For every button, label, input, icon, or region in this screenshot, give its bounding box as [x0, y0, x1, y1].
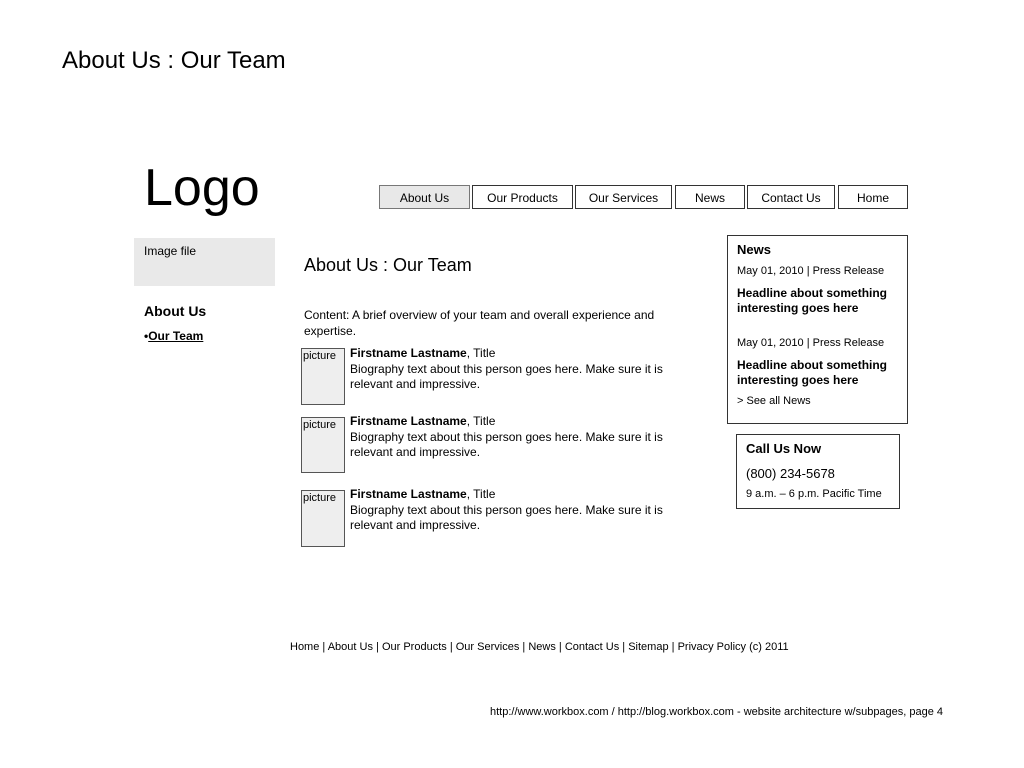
nav-our-services[interactable]: Our Services [575, 185, 672, 209]
team-member-picture [301, 417, 345, 473]
content-intro: Content: A brief overview of your team and overall experience and expertise. [304, 308, 655, 338]
logo: Logo [144, 159, 260, 217]
footer-copyright: (c) 2011 [746, 641, 789, 653]
picture-label: picture [303, 492, 337, 504]
member-title: , Title [466, 414, 496, 428]
member-bio: Biography text about this person goes here. Make sure it is relevant and impressive. [350, 502, 663, 532]
sidebar-link-our-team[interactable]: Our Team [148, 329, 204, 343]
team-member [350, 487, 695, 534]
footer-link-privacy-policy[interactable]: Privacy Policy [677, 641, 747, 653]
news-date: May 01, 2010 | Press Release [737, 265, 885, 277]
footer-separator: | [372, 641, 382, 653]
footer-nav [290, 640, 789, 654]
footer-separator: | [446, 641, 456, 653]
business-hours: 9 a.m. – 6 p.m. Pacific Time [746, 488, 882, 500]
picture-label: picture [303, 350, 337, 362]
footer-link-contact-us[interactable]: Contact Us [564, 641, 620, 653]
footer-separator: | [668, 641, 678, 653]
news-headline[interactable]: Headline about something interesting goes here [737, 286, 888, 315]
news-date: May 01, 2010 | Press Release [737, 337, 885, 349]
call-heading: Call Us Now [746, 441, 822, 456]
source-caption: http://www.workbox.com / http://blog.workbox.com - website architecture w/subpages, page 4 [490, 706, 944, 718]
nav-contact-us[interactable]: Contact Us [747, 185, 835, 209]
news-headline[interactable]: Headline about something interesting goes here [737, 358, 888, 387]
footer-separator: | [519, 641, 529, 653]
sidebar-bullet: • [144, 329, 149, 343]
footer-link-news[interactable]: News [528, 641, 556, 653]
picture-label: picture [303, 419, 337, 431]
footer-separator: | [319, 641, 328, 653]
member-bio: Biography text about this person goes here. Make sure it is relevant and impressive. [350, 429, 663, 459]
sidebar-image-placeholder [134, 238, 275, 286]
sidebar-heading: About Us [144, 303, 207, 319]
member-name: Firstname Lastname [350, 414, 467, 428]
member-name: Firstname Lastname [350, 487, 467, 501]
team-member-picture [301, 490, 345, 547]
phone-number: (800) 234-5678 [746, 466, 835, 481]
news-heading: News [737, 242, 771, 257]
footer-link-our-products[interactable]: Our Products [381, 641, 447, 653]
footer-link-home[interactable]: Home [290, 641, 320, 653]
sidebar-subnav [144, 329, 203, 343]
news-panel [727, 235, 908, 424]
see-all-news-link[interactable]: > See all News [737, 395, 811, 407]
footer-link-our-services[interactable]: Our Services [455, 641, 520, 653]
nav-our-products[interactable]: Our Products [472, 185, 573, 209]
footer-separator: | [619, 641, 629, 653]
member-bio: Biography text about this person goes here. Make sure it is relevant and impressive. [350, 361, 663, 391]
call-us-panel [736, 434, 900, 509]
footer-link-sitemap[interactable]: Sitemap [628, 641, 669, 653]
member-name: Firstname Lastname [350, 346, 467, 360]
team-member [350, 346, 695, 393]
footer-separator: | [555, 641, 565, 653]
nav-about-us[interactable]: About Us [379, 185, 470, 209]
nav-home[interactable]: Home [838, 185, 908, 209]
member-title: , Title [466, 487, 496, 501]
slide-title: About Us : Our Team [62, 47, 286, 74]
member-title: , Title [466, 346, 496, 360]
team-member [350, 414, 695, 461]
team-member-picture [301, 348, 345, 405]
nav-news[interactable]: News [675, 185, 745, 209]
content-title: About Us : Our Team [304, 255, 472, 275]
footer-link-about-us[interactable]: About Us [327, 641, 373, 653]
image-file-label: Image file [144, 244, 197, 258]
